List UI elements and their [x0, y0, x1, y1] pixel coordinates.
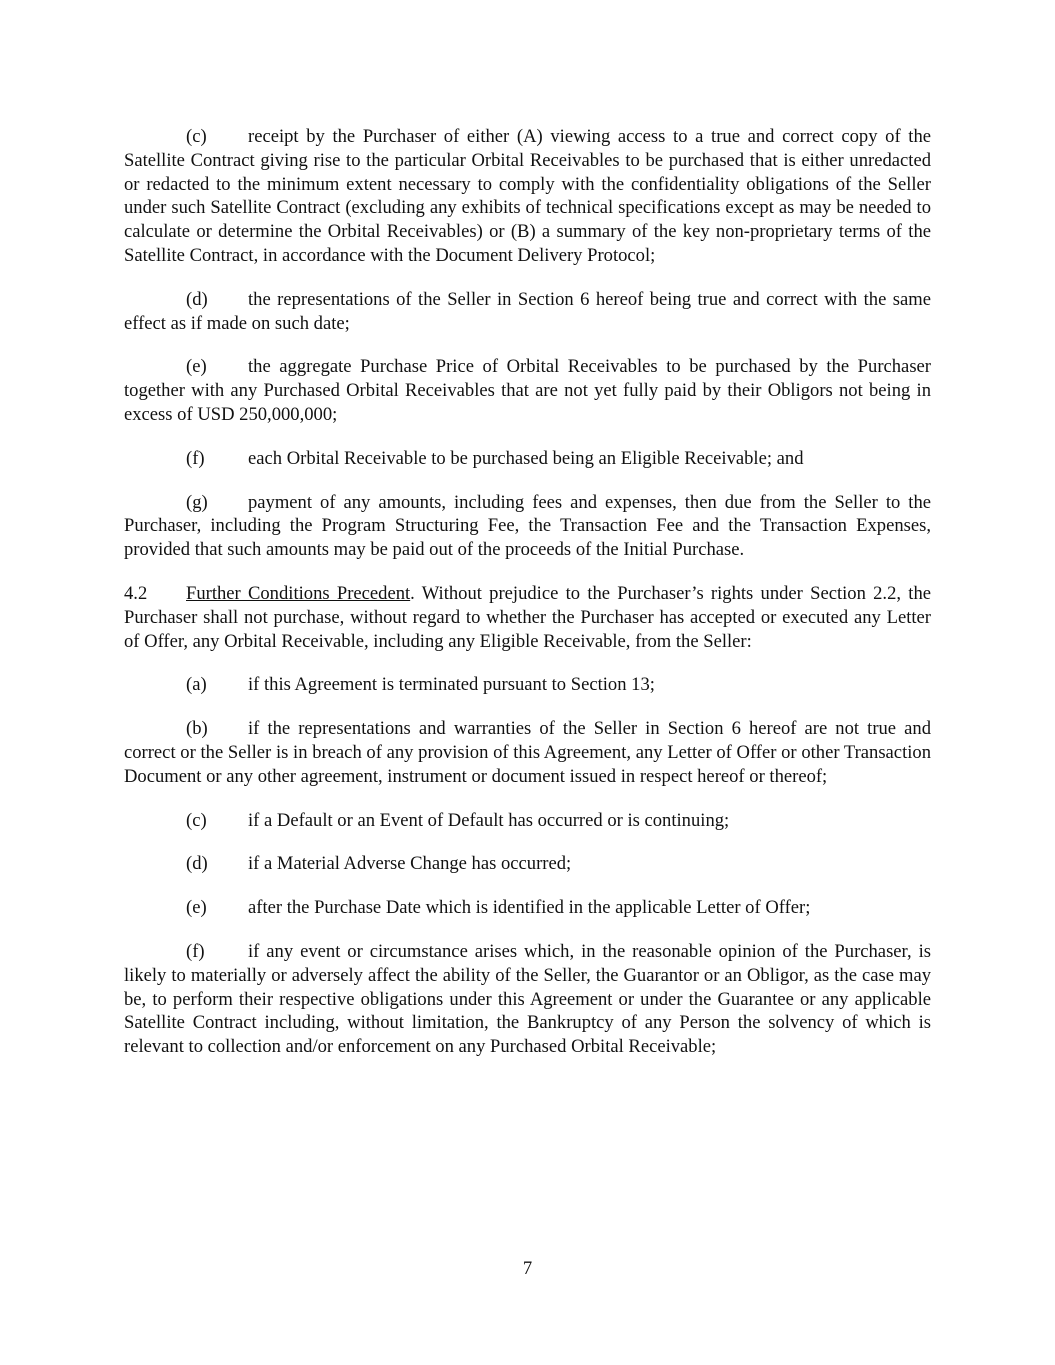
condition-label: (c): [186, 809, 207, 831]
condition-c: [124, 809, 931, 833]
condition-text: if a Material Adverse Change has occurred;: [248, 853, 572, 875]
clause-label: (e): [186, 356, 207, 378]
section-heading-period: .: [410, 582, 415, 604]
section-4-2: [124, 582, 931, 653]
clause-text: the representations of the Seller in Section 6 hereof being true and correct with the same effect as if made on such date;: [124, 288, 931, 334]
condition-f: [124, 940, 931, 1059]
condition-label: (d): [186, 853, 208, 875]
condition-label: (b): [186, 718, 208, 740]
clause-f: [124, 447, 931, 471]
clause-label: (d): [186, 288, 208, 310]
clause-label: (f): [186, 447, 205, 469]
clause-label: (c): [186, 126, 207, 147]
condition-label: (e): [186, 897, 207, 919]
condition-text: if the representations and warranties of the Seller in Section 6 hereof are not true and correct or the Seller is in breach of any provision of this Agreement, any Letter of Offer or other Transaction Document or any other agreement, instrument or document issued in respect hereof or thereof;: [124, 718, 931, 787]
condition-text: if any event or circumstance arises which, in the reasonable opinion of the Purchaser, is likely to materially or adversely affect the ability of the Seller, the Guarantor or an Obligor, as the case may be, to perform their respective obligations under this Agreement or under the Guarantee or any applicable Satellite Contract including, without limitation, the Bankruptcy of any Person the solvency of which is relevant to collection and/or enforcement on any Purchased Orbital Receivable;: [124, 940, 931, 1058]
clause-text: each Orbital Receivable to be purchased being an Eligible Receivable; and: [248, 447, 804, 469]
clause-text: the aggregate Purchase Price of Orbital Receivables to be purchased by the Purchaser together with any Purchased Orbital Receivables that are not yet fully paid by their Obligors not being in excess of USD 250,000,000;: [124, 356, 931, 425]
clause-e: [124, 355, 931, 426]
clause-c: [124, 125, 931, 268]
condition-text: if a Default or an Event of Default has occurred or is continuing;: [248, 809, 730, 831]
condition-e: [124, 896, 931, 920]
condition-label: (a): [186, 674, 207, 696]
section-heading: Further Conditions Precedent: [186, 582, 411, 604]
condition-d: [124, 852, 931, 876]
clause-text: receipt by the Purchaser of either (A) viewing access to a true and correct copy of the Satellite Contract giving rise to the particular Orbital Receivables to be purchased that is either unredacted or redacted to the minimum extent necessary to comply with the confidentiality obligations of the Seller under such Satellite Contract (excluding any exhibits of technical specifications except as may be needed to calculate or determine the Orbital Receivables) or (B) a summary of the key non-proprietary terms of the Satellite Contract, in accordance with the Document Delivery Protocol;: [124, 126, 931, 266]
section-number: 4.2: [124, 582, 148, 604]
condition-b: [124, 717, 931, 788]
page-number: 7: [522, 1258, 533, 1279]
clause-label: (g): [186, 491, 208, 513]
condition-text: if this Agreement is terminated pursuant to Section 13;: [248, 674, 655, 696]
clause-text: payment of any amounts, including fees and expenses, then due from the Seller to the Purchaser, including the Program Structuring Fee, the Transaction Fee and the Transaction Expenses, provided that such amounts may be paid out of the proceeds of the Initial Purchase.: [124, 491, 931, 561]
clause-g: [124, 491, 931, 562]
condition-text: after the Purchase Date which is identified in the applicable Letter of Offer;: [248, 897, 811, 919]
section-text: Without prejudice to the Purchaser’s rights under Section 2.2, the Purchaser shall not purchase, without regard to whether the Purchaser has accepted or executed any Letter of Offer, any Orbital Receivable, including any Eligible Receivable, from the Seller:: [124, 582, 931, 652]
document-page: [124, 125, 931, 1079]
condition-a: [124, 673, 931, 697]
clause-d: [124, 288, 931, 336]
condition-label: (f): [186, 940, 205, 962]
